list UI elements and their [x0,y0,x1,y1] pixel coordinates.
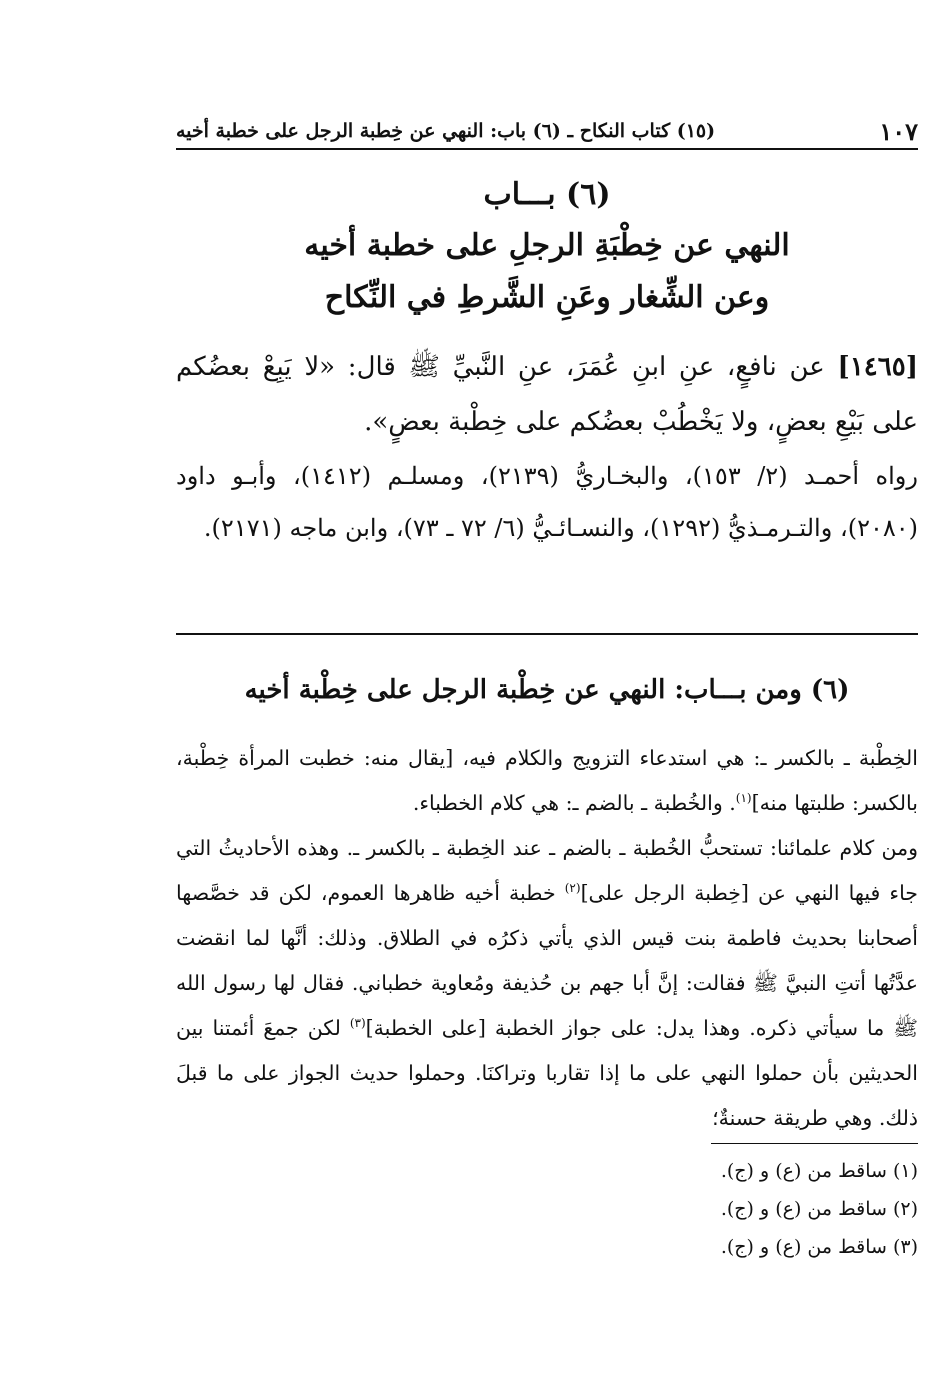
hadith-sources: رواه أحمـد (٢/ ١٥٣)، والبخـاريُّ (٢١٣٩)، ومسلـم (١٤١٢)، وأبـو داود (٢٠٨٠)، والتـرمـذيُّ (١٢٩٢)، والنسـائـيُّ (٦/ ٧٢ ـ ٧٣)، وابن ماجه (٢١٧١). [176,462,918,542]
hadith-number: [١٤٦٥] [837,352,918,382]
commentary-p1-end: . والخُطبة ـ بالضم ـ: هي كلام الخطباء. [412,791,736,815]
running-header-title: (١٥) كتاب النكاح ـ (٦) باب: النهي عن خِطبة الرجل على خطبة أخيه [176,120,716,142]
commentary-text [176,736,918,1141]
footnotes [500,1152,918,1266]
chapter-title-line1: النهي عن خِطْبَةِ الرجلِ على خطبة أخيه [304,228,790,263]
footnote-3: (٣) ساقط من (ع) و (ج). [720,1236,918,1258]
footnote-ref-1: (١) [735,791,752,806]
footnote-2: (٢) ساقط من (ع) و (ج). [720,1198,918,1220]
commentary-p2-mid: خطبة أخيه ظاهرها العموم، لكن قد خصَّصها أصحابنا بحديث فاطمة بنت قيس الذي يأتي ذكرُه في الطلاق. وذلك: أنَّها لما انقضت عدَّتُها أتتِ النبيَّ ﷺ فقالت: إنَّ أبا جهم بن حُذيفة ومُعاوية خطباني. فقال لها رسول الله ﷺ ما سيأتي ذكره. وهذا يدل: على جواز الخطبة [على الخطبة] [176,881,918,1040]
commentary-p1: الخِطْبة ـ بالكسر ـ: هي استدعاء التزويج والكلام فيه، [يقال منه: خطبت المرأة خِطْبة، بالكسر: طلبتها منه] [176,746,918,815]
footnote-1: (١) ساقط من (ع) و (ج). [720,1160,918,1182]
commentary-p2-end: لكن جمعَ أئمتنا بين الحديثين بأن حملوا النهي على ما إذا تقاربا وتراكنَا. وحملوا حديث الجواز على ما قبلَ ذلك. وهي طريقة حسنةٌ؛ [176,1016,918,1130]
commentary-heading: (٦) ومن بـــاب: النهي عن خِطْبة الرجل على خِطْبة أخيه [244,675,850,705]
commentary-p2: ومن كلام علمائنا: تستحبُّ الخُطبة ـ بالضم ـ عند الخِطبة ـ بالكسر ـ. وهذه الأحاديثُ التي جاء فيها النهي عن [خِطبة الرجل على] [176,836,918,905]
section-divider [176,633,918,635]
page-number: ١٠٧ [879,116,918,146]
header-divider [176,148,918,150]
chapter-label: (٦) بـــاب [483,177,611,212]
footnote-ref-3: (٣) [349,1016,366,1031]
footnote-ref-2: (٢) [564,881,581,896]
footnote-divider [711,1143,918,1144]
hadith-text [176,340,918,450]
running-header [176,116,918,146]
hadith-body: عن نافعٍ، عنِ ابنِ عُمَرَ، عنِ النَّبيِّ ﷺ قال: «لا يَبِعْ بعضُكم على بَيْعِ بعضٍ، ولا يَخْطُبْ بعضُكم على خِطْبة بعضٍ». [176,352,918,437]
chapter-heading [176,170,918,324]
chapter-title-line2: وعن الشِّغار وعَنِ الشَّرطِ في النِّكاح [324,280,770,315]
